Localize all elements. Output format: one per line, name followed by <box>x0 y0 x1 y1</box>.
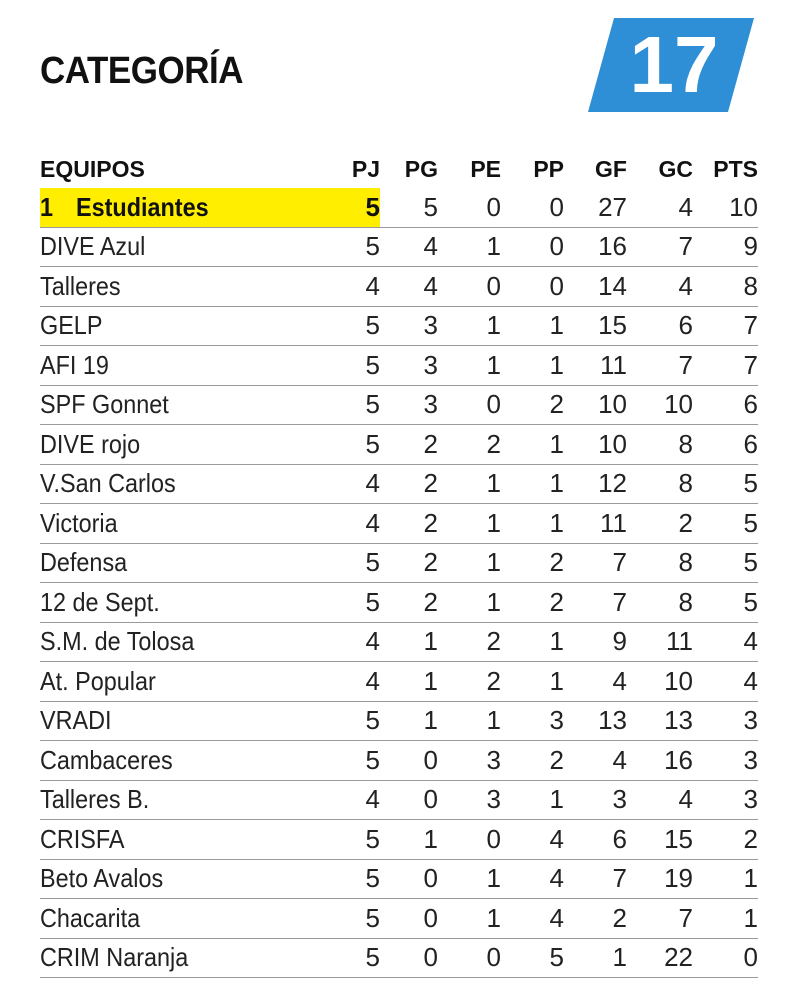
column-header-gf: GF <box>595 155 627 182</box>
cell-pj: 5 <box>340 820 380 860</box>
team-name-cell <box>40 188 340 227</box>
table-row <box>40 464 758 504</box>
cell-pts: 6 <box>693 385 758 425</box>
cell-gf: 2 <box>564 899 627 939</box>
table-row <box>40 543 758 583</box>
cell-gf: 7 <box>564 583 627 623</box>
position-number: 1 <box>40 191 54 222</box>
column-header-team: EQUIPOS <box>40 155 145 182</box>
cell-pts: 2 <box>693 820 758 860</box>
cell-gc: 22 <box>627 938 693 978</box>
cell-gf: 15 <box>564 306 627 346</box>
column-header-pj: PJ <box>351 155 380 182</box>
cell-pj: 5 <box>340 385 380 425</box>
team-name-cell <box>40 899 340 939</box>
team-name: DIVE rojo <box>40 428 141 459</box>
category-title: CATEGORÍA <box>40 50 244 92</box>
team-name: At. Popular <box>40 665 156 696</box>
cell-pe: 0 <box>438 188 501 227</box>
table-row <box>40 227 758 267</box>
cell-pts: 5 <box>693 583 758 623</box>
cell-pj: 4 <box>340 622 380 662</box>
cell-pts: 6 <box>693 425 758 465</box>
cell-pe: 1 <box>438 701 501 741</box>
cell-pts: 3 <box>693 701 758 741</box>
team-name-cell <box>40 267 340 307</box>
table-row <box>40 425 758 465</box>
column-header-pe: PE <box>470 155 501 182</box>
cell-gf: 9 <box>564 622 627 662</box>
cell-pts: 7 <box>693 306 758 346</box>
cell-pp: 0 <box>501 227 564 267</box>
cell-pts: 0 <box>693 938 758 978</box>
table-row <box>40 701 758 741</box>
cell-pj: 5 <box>340 227 380 267</box>
team-name: SPF Gonnet <box>40 389 169 420</box>
team-name-cell <box>40 741 340 781</box>
team-name-cell <box>40 464 340 504</box>
team-name: S.M. de Tolosa <box>40 626 195 657</box>
team-name: Talleres B. <box>40 784 150 815</box>
column-header-gc: GC <box>658 155 693 182</box>
cell-pe: 1 <box>438 227 501 267</box>
cell-gc: 10 <box>627 662 693 702</box>
cell-pp: 1 <box>501 780 564 820</box>
team-name-cell <box>40 385 340 425</box>
cell-gc: 8 <box>627 543 693 583</box>
team-name-cell <box>40 227 340 267</box>
cell-pj: 5 <box>340 938 380 978</box>
cell-pe: 1 <box>438 346 501 386</box>
table-row <box>40 622 758 662</box>
column-header-pg: PG <box>404 155 438 182</box>
cell-pg: 0 <box>380 859 438 899</box>
team-name-cell <box>40 859 340 899</box>
cell-pp: 1 <box>501 425 564 465</box>
table-row <box>40 306 758 346</box>
cell-gc: 7 <box>627 227 693 267</box>
cell-pe: 0 <box>438 385 501 425</box>
team-name: CRIM Naranja <box>40 942 189 973</box>
cell-pts: 1 <box>693 859 758 899</box>
cell-pe: 1 <box>438 859 501 899</box>
cell-pp: 4 <box>501 820 564 860</box>
cell-pg: 0 <box>380 741 438 781</box>
cell-gc: 13 <box>627 701 693 741</box>
cell-gf: 13 <box>564 701 627 741</box>
cell-pe: 1 <box>438 899 501 939</box>
team-name: Beto Avalos <box>40 863 164 894</box>
cell-gf: 4 <box>564 741 627 781</box>
cell-gc: 4 <box>627 188 693 227</box>
cell-pg: 3 <box>380 306 438 346</box>
cell-pp: 0 <box>501 188 564 227</box>
cell-pe: 2 <box>438 622 501 662</box>
cell-pp: 1 <box>501 504 564 544</box>
cell-pts: 4 <box>693 622 758 662</box>
cell-gc: 8 <box>627 425 693 465</box>
cell-pg: 2 <box>380 425 438 465</box>
cell-pts: 3 <box>693 780 758 820</box>
cell-gf: 7 <box>564 543 627 583</box>
cell-pg: 1 <box>380 820 438 860</box>
cell-pj: 5 <box>340 188 380 227</box>
cell-pe: 1 <box>438 504 501 544</box>
cell-pts: 5 <box>693 504 758 544</box>
cell-gf: 10 <box>564 425 627 465</box>
cell-pe: 0 <box>438 267 501 307</box>
cell-pp: 5 <box>501 938 564 978</box>
cell-pe: 1 <box>438 543 501 583</box>
team-name-cell <box>40 938 340 978</box>
cell-gf: 1 <box>564 938 627 978</box>
team-name-cell <box>40 306 340 346</box>
cell-gc: 7 <box>627 346 693 386</box>
cell-pp: 2 <box>501 583 564 623</box>
cell-pj: 5 <box>340 741 380 781</box>
cell-pe: 3 <box>438 741 501 781</box>
cell-gf: 16 <box>564 227 627 267</box>
cell-pts: 3 <box>693 741 758 781</box>
cell-gc: 19 <box>627 859 693 899</box>
team-name: Victoria <box>40 507 118 538</box>
cell-pj: 4 <box>340 464 380 504</box>
cell-gf: 12 <box>564 464 627 504</box>
cell-gf: 11 <box>564 346 627 386</box>
cell-gc: 16 <box>627 741 693 781</box>
cell-gf: 6 <box>564 820 627 860</box>
cell-gf: 10 <box>564 385 627 425</box>
cell-gc: 11 <box>627 622 693 662</box>
cell-gc: 15 <box>627 820 693 860</box>
cell-pts: 1 <box>693 899 758 939</box>
table-row <box>40 504 758 544</box>
cell-pp: 1 <box>501 622 564 662</box>
cell-pp: 0 <box>501 267 564 307</box>
cell-pp: 3 <box>501 701 564 741</box>
cell-pp: 2 <box>501 741 564 781</box>
table-row <box>40 188 758 227</box>
team-name: Cambaceres <box>40 744 173 775</box>
cell-pp: 4 <box>501 899 564 939</box>
team-name-cell <box>40 425 340 465</box>
cell-pg: 2 <box>380 583 438 623</box>
cell-pj: 5 <box>340 583 380 623</box>
cell-gf: 27 <box>564 188 627 227</box>
team-name: Estudiantes <box>76 191 210 222</box>
table-row <box>40 820 758 860</box>
cell-pe: 0 <box>438 938 501 978</box>
team-name-cell <box>40 820 340 860</box>
cell-pp: 4 <box>501 859 564 899</box>
team-name-cell <box>40 346 340 386</box>
cell-pj: 5 <box>340 425 380 465</box>
cell-pe: 1 <box>438 583 501 623</box>
cell-pp: 2 <box>501 543 564 583</box>
team-name-cell <box>40 701 340 741</box>
column-header-pts: PTS <box>713 155 758 182</box>
team-name: Talleres <box>40 270 121 301</box>
cell-gc: 4 <box>627 780 693 820</box>
team-name: V.San Carlos <box>40 468 176 499</box>
cell-pts: 5 <box>693 543 758 583</box>
cell-pg: 3 <box>380 385 438 425</box>
team-name-cell <box>40 583 340 623</box>
cell-pj: 5 <box>340 899 380 939</box>
cell-pts: 5 <box>693 464 758 504</box>
cell-pg: 5 <box>380 188 438 227</box>
cell-pj: 4 <box>340 267 380 307</box>
team-name-cell <box>40 662 340 702</box>
cell-pg: 0 <box>380 938 438 978</box>
column-header-pp: PP <box>533 155 564 182</box>
cell-pg: 0 <box>380 899 438 939</box>
team-name: DIVE Azul <box>40 231 146 262</box>
cell-pg: 1 <box>380 622 438 662</box>
cell-pj: 5 <box>340 701 380 741</box>
cell-gc: 7 <box>627 899 693 939</box>
cell-gf: 11 <box>564 504 627 544</box>
cell-pj: 4 <box>340 662 380 702</box>
cell-pp: 1 <box>501 306 564 346</box>
team-name: GELP <box>40 310 103 341</box>
table-row <box>40 741 758 781</box>
category-number: 17 <box>629 20 719 109</box>
team-name-cell <box>40 780 340 820</box>
table-row <box>40 346 758 386</box>
cell-pp: 1 <box>501 464 564 504</box>
cell-pts: 10 <box>693 188 758 227</box>
cell-gc: 8 <box>627 583 693 623</box>
team-name-cell <box>40 543 340 583</box>
table-row <box>40 267 758 307</box>
table-row <box>40 662 758 702</box>
cell-gc: 8 <box>627 464 693 504</box>
cell-gc: 4 <box>627 267 693 307</box>
team-name: Defensa <box>40 547 128 578</box>
table-body <box>40 188 758 978</box>
cell-gf: 14 <box>564 267 627 307</box>
cell-gc: 2 <box>627 504 693 544</box>
cell-pe: 1 <box>438 464 501 504</box>
cell-pts: 7 <box>693 346 758 386</box>
cell-pg: 1 <box>380 662 438 702</box>
cell-pe: 2 <box>438 662 501 702</box>
cell-pg: 1 <box>380 701 438 741</box>
team-name: AFI 19 <box>40 349 109 380</box>
category-number-badge <box>588 18 754 112</box>
table-row <box>40 583 758 623</box>
table-row <box>40 385 758 425</box>
table-header-row <box>40 150 758 188</box>
cell-pj: 5 <box>340 346 380 386</box>
cell-pe: 0 <box>438 820 501 860</box>
team-name: 12 de Sept. <box>40 586 160 617</box>
team-name-cell <box>40 504 340 544</box>
cell-pp: 2 <box>501 385 564 425</box>
cell-pe: 1 <box>438 306 501 346</box>
cell-pe: 2 <box>438 425 501 465</box>
cell-pts: 8 <box>693 267 758 307</box>
cell-pg: 0 <box>380 780 438 820</box>
cell-gc: 10 <box>627 385 693 425</box>
cell-pts: 9 <box>693 227 758 267</box>
table-row <box>40 859 758 899</box>
cell-pg: 4 <box>380 227 438 267</box>
team-name: CRISFA <box>40 823 125 854</box>
cell-pg: 3 <box>380 346 438 386</box>
team-name-cell <box>40 622 340 662</box>
standings-table <box>40 150 758 978</box>
table-row <box>40 938 758 978</box>
cell-pj: 5 <box>340 543 380 583</box>
cell-pg: 2 <box>380 464 438 504</box>
cell-pj: 4 <box>340 504 380 544</box>
cell-pg: 2 <box>380 543 438 583</box>
team-name: Chacarita <box>40 902 141 933</box>
table-row <box>40 899 758 939</box>
cell-pj: 5 <box>340 306 380 346</box>
table-row <box>40 780 758 820</box>
cell-pg: 4 <box>380 267 438 307</box>
cell-pj: 4 <box>340 780 380 820</box>
team-name: VRADI <box>40 705 112 736</box>
cell-gf: 3 <box>564 780 627 820</box>
cell-gc: 6 <box>627 306 693 346</box>
cell-pj: 5 <box>340 859 380 899</box>
cell-pts: 4 <box>693 662 758 702</box>
cell-pg: 2 <box>380 504 438 544</box>
cell-pp: 1 <box>501 662 564 702</box>
cell-pp: 1 <box>501 346 564 386</box>
cell-pe: 3 <box>438 780 501 820</box>
cell-gf: 7 <box>564 859 627 899</box>
cell-gf: 4 <box>564 662 627 702</box>
